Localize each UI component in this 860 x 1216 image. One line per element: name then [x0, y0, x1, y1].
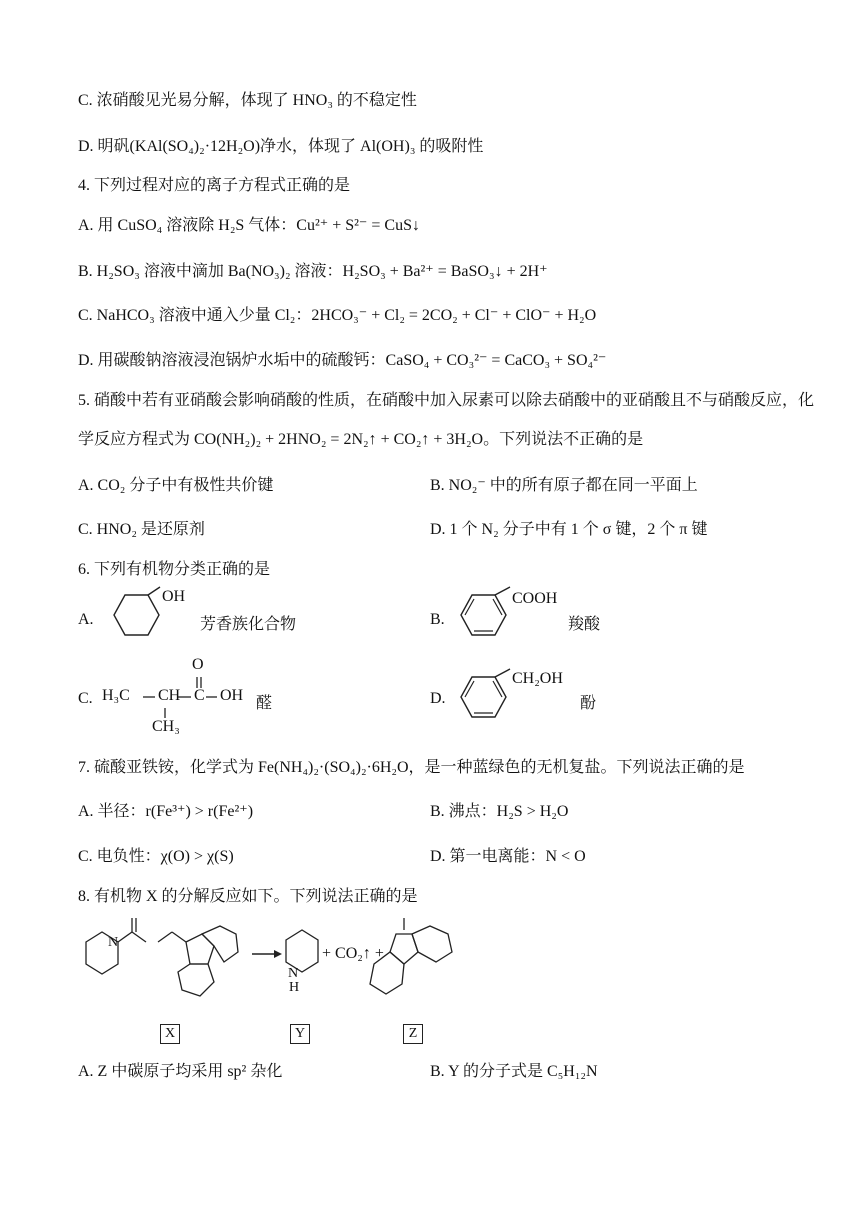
q6-a-class: 芳香族化合物	[200, 616, 297, 633]
q4-option-b: B. H₂SO₃ 溶液中滴加 Ba(NO₃)₂ 溶液：H₂SO₃ + Ba²⁺ = BaSO₃↓ + 2H⁺	[78, 263, 548, 280]
q6-b-class: 羧酸	[568, 616, 601, 633]
q7-option-d: D. 第一电离能：N < O	[430, 848, 586, 865]
q7-option-a: A. 半径：r(Fe³⁺) > r(Fe²⁺)	[78, 803, 254, 820]
q4-option-d: D. 用碳酸钠溶液浸泡锅炉水垢中的硫酸钙：CaSO₄ + CO₃²⁻ = CaCO₃ + SO₄²⁻	[78, 352, 607, 369]
q6-d-letter: D.	[430, 690, 446, 707]
q3-option-d: D. 明矾(KAl(SO₄)₂·12H₂O)净水，体现了 Al(OH)₃ 的吸附性	[78, 138, 484, 155]
q3-option-c: C. 浓硝酸见光易分解，体现了 HNO₃ 的不稳定性	[78, 92, 417, 109]
q6-c-ch3: CH₃	[152, 718, 180, 735]
label-x: X	[160, 1024, 180, 1044]
q4-stem: 4. 下列过程对应的离子方程式正确的是	[78, 177, 351, 194]
q8-stem: 8. 有机物 X 的分解反应如下。下列说法正确的是	[78, 888, 418, 905]
label-y: Y	[290, 1024, 310, 1044]
q6-d-class: 酚	[580, 695, 597, 712]
label-z: Z	[403, 1024, 423, 1044]
q6-a-letter: A.	[78, 611, 94, 628]
q5-option-d: D. 1 个 N₂ 分子中有 1 个 σ 键，2 个 π 键	[430, 521, 708, 538]
reaction-scheme	[74, 912, 474, 1022]
q6-c-o: O	[192, 656, 204, 673]
q6-a-group: OH	[162, 588, 186, 605]
y-nitrogen-label: N	[288, 966, 299, 981]
q5-option-c: C. HNO₂ 是还原剂	[78, 521, 205, 538]
q8-option-b: B. Y 的分子式是 C₅H₁₂N	[430, 1063, 598, 1080]
q6-c-ch: CH	[158, 687, 181, 704]
q5-option-b: B. NO₂⁻ 中的所有原子都在同一平面上	[430, 477, 698, 494]
q6-d-group: CH₂OH	[512, 670, 563, 687]
q6-c-class: 醛	[256, 695, 273, 712]
isobutyric-acid-bonds	[100, 650, 260, 740]
q6-b-letter: B.	[430, 611, 445, 628]
q7-option-b: B. 沸点：H₂S > H₂O	[430, 803, 569, 820]
q4-option-a: A. 用 CuSO₄ 溶液除 H₂S 气体：Cu²⁺ + S²⁻ = CuS↓	[78, 217, 420, 234]
q6-b-group: COOH	[512, 590, 558, 607]
q5-option-a: A. CO₂ 分子中有极性共价键	[78, 477, 274, 494]
y-hydrogen-label: H	[289, 980, 300, 995]
q6-stem: 6. 下列有机物分类正确的是	[78, 561, 271, 578]
q7-stem: 7. 硫酸亚铁铵，化学式为 Fe(NH₄)₂·(SO₄)₂·6H₂O，是一种蓝绿色的无机复盐。下列说法正确的是	[78, 759, 745, 776]
x-nitrogen-label: N	[108, 935, 119, 950]
q6-c-oh: OH	[220, 687, 244, 704]
q6-c-h3c: H₃C	[102, 687, 130, 704]
q4-option-c: C. NaHCO₃ 溶液中通入少量 Cl₂：2HCO₃⁻ + Cl₂ = 2CO₂ + Cl⁻ + ClO⁻ + H₂O	[78, 307, 597, 324]
q5-stem-line1: 5. 硝酸中若有亚硝酸会影响硝酸的性质，在硝酸中加入尿素可以除去硝酸中的亚硝酸且不与硝酸反应，化	[78, 392, 815, 409]
q6-c-carbon: C	[194, 687, 205, 704]
q8-plus-co2: + CO₂↑ +	[322, 945, 384, 962]
q8-option-a: A. Z 中碳原子均采用 sp² 杂化	[78, 1063, 283, 1080]
q6-c-letter: C.	[78, 690, 93, 707]
q5-stem-line2: 学反应方程式为 CO(NH₂)₂ + 2HNO₂ = 2N₂↑ + CO₂↑ + 3H₂O。下列说法不正确的是	[78, 431, 644, 448]
q7-option-c: C. 电负性：χ(O) > χ(S)	[78, 848, 234, 865]
